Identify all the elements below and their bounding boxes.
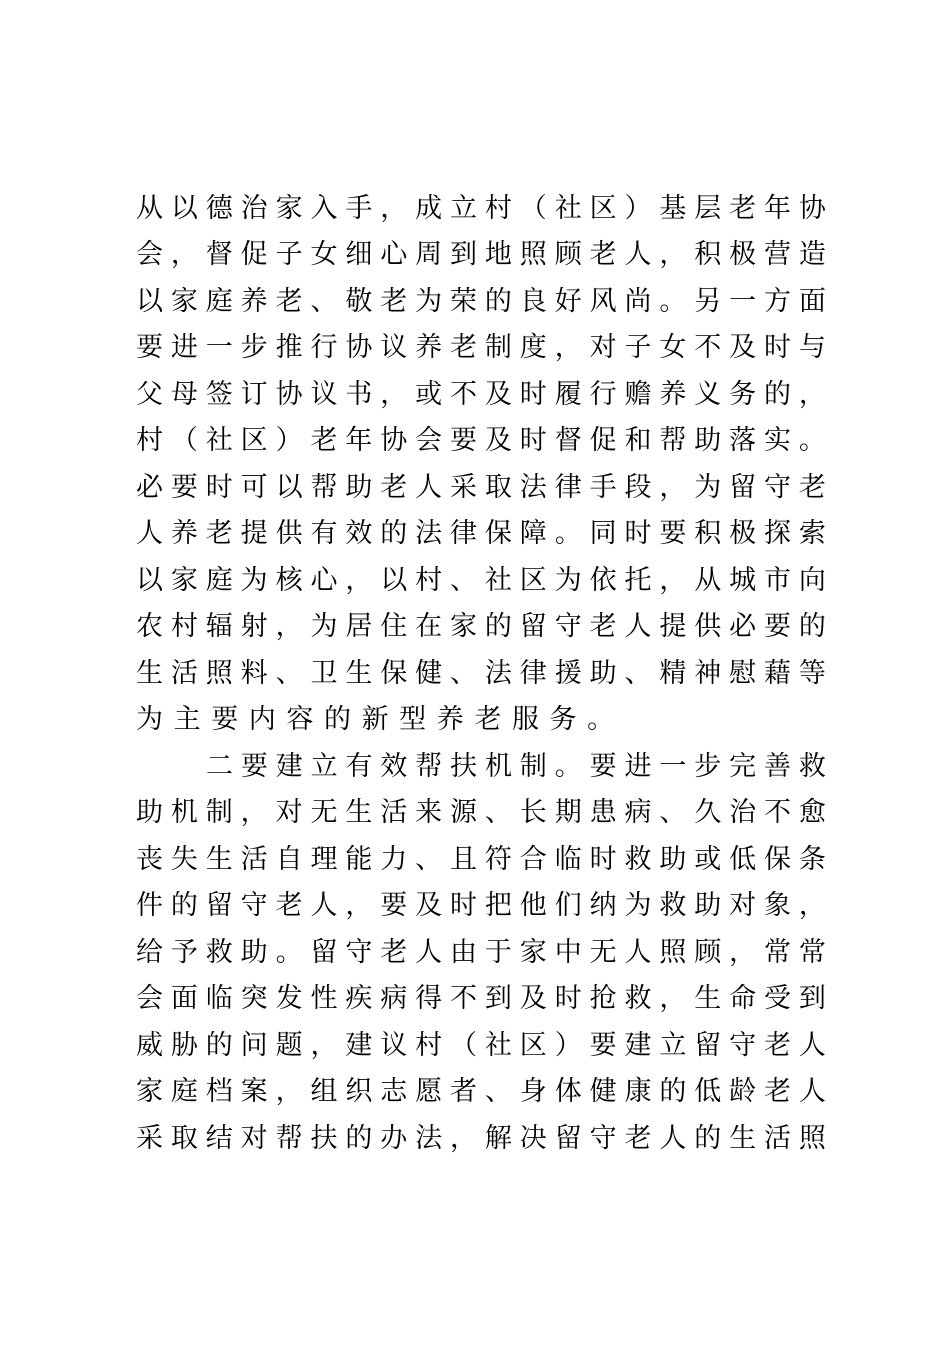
text-line: 生 活 照 料 、 卫 生 保 健 、 法 律 援 助 、 精 神 慰 藉 等 [136, 657, 826, 689]
text-line: 农 村 辐 射 ， 为 居 住 在 家 的 留 守 老 人 提 供 必 要 的 [136, 611, 826, 643]
text-line: 父 母 签 订 协 议 书 ， 或 不 及 时 履 行 赡 养 义 务 的 ， [136, 378, 826, 410]
text-line: 以 家 庭 为 核 心 ， 以 村 、 社 区 为 依 托 ， 从 城 市 向 [136, 564, 826, 596]
text-line: 人 养 老 提 供 有 效 的 法 律 保 障 。 同 时 要 积 极 探 索 [136, 518, 826, 550]
text-line: 威 胁 的 问 题 ， 建 议 村 （ 社 区 ） 要 建 立 留 守 老 人 [136, 1029, 826, 1061]
text-line: 丧 失 生 活 自 理 能 力 、 且 符 合 临 时 救 助 或 低 保 条 [136, 843, 826, 875]
text-line: 家 庭 档 案 ， 组 织 志 愿 者 、 身 体 健 康 的 低 龄 老 人 [136, 1076, 826, 1108]
body-text [136, 182, 826, 1159]
text-line: 为 主 要 内 容 的 新 型 养 老 服 务 。 [136, 704, 615, 736]
text-line: 给 予 救 助 。 留 守 老 人 由 于 家 中 无 人 照 顾 ， 常 常 [136, 936, 826, 968]
text-line: 二 要 建 立 有 效 帮 扶 机 制 。 要 进 一 步 完 善 救 [206, 750, 826, 782]
text-line: 从 以 德 治 家 入 手 ， 成 立 村 （ 社 区 ） 基 层 老 年 协 [136, 192, 826, 224]
text-line: 会 面 临 突 发 性 疾 病 得 不 到 及 时 抢 救 ， 生 命 受 到 [136, 983, 826, 1015]
text-line: 以 家 庭 养 老 、 敬 老 为 荣 的 良 好 风 尚 。 另 一 方 面 [136, 285, 826, 317]
text-line: 会 ， 督 促 子 女 细 心 周 到 地 照 顾 老 人 ， 积 极 营 造 [136, 239, 826, 271]
text-line: 村 （ 社 区 ） 老 年 协 会 要 及 时 督 促 和 帮 助 落 实 。 [136, 425, 826, 457]
text-line: 件 的 留 守 老 人 ， 要 及 时 把 他 们 纳 为 救 助 对 象 ， [136, 890, 826, 922]
text-line: 必 要 时 可 以 帮 助 老 人 采 取 法 律 手 段 ， 为 留 守 老 [136, 471, 826, 503]
text-line: 助 机 制 ， 对 无 生 活 来 源 、 长 期 患 病 、 久 治 不 愈 [136, 797, 826, 829]
text-line: 要 进 一 步 推 行 协 议 养 老 制 度 ， 对 子 女 不 及 时 与 [136, 332, 826, 364]
text-line: 采 取 结 对 帮 扶 的 办 法 ， 解 决 留 守 老 人 的 生 活 照 [136, 1122, 826, 1154]
